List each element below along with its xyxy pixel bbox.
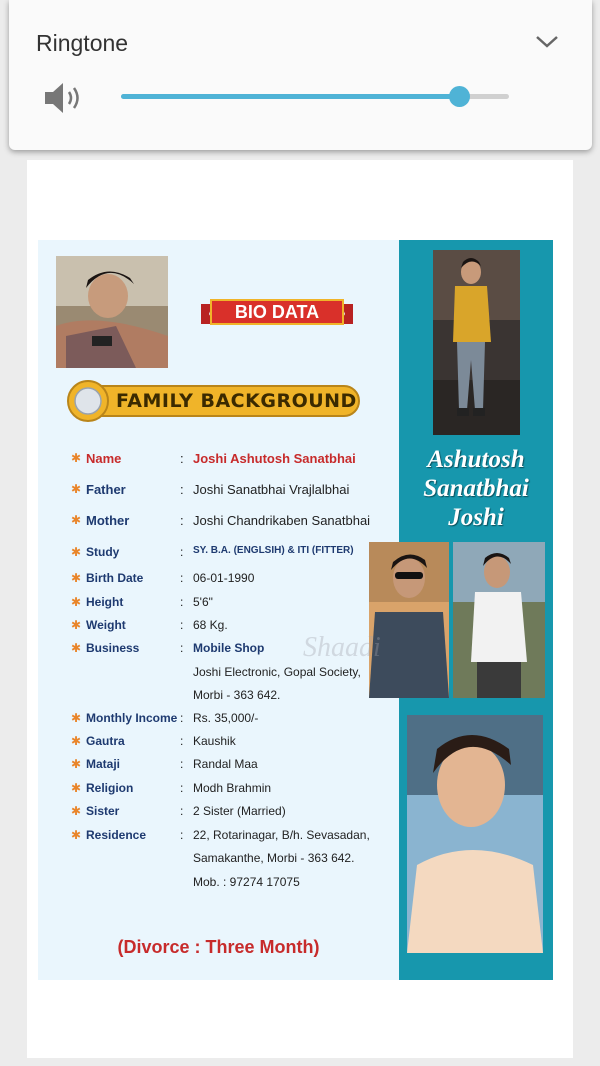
label-sister: Sister bbox=[86, 804, 120, 818]
label-mother: Mother bbox=[86, 513, 130, 528]
star-icon: ✱ bbox=[71, 451, 82, 465]
photo-sunglasses bbox=[369, 542, 449, 698]
colon: : bbox=[180, 545, 184, 559]
colon: : bbox=[180, 513, 184, 528]
value-father: Joshi Sanatbhai Vrajlalbhai bbox=[193, 482, 350, 497]
volume-slider[interactable] bbox=[121, 94, 509, 99]
star-icon: ✱ bbox=[71, 781, 82, 795]
value-sister: 2 Sister (Married) bbox=[193, 804, 286, 818]
value-religion: Modh Brahmin bbox=[193, 781, 272, 795]
value-residence: 22, Rotarinagar, B/h. Sevasadan, bbox=[193, 828, 370, 842]
star-icon: ✱ bbox=[71, 545, 82, 559]
colon: : bbox=[180, 595, 184, 609]
colon: : bbox=[180, 804, 184, 818]
label-height: Height bbox=[86, 595, 124, 609]
label-business: Business bbox=[86, 641, 140, 655]
colon: : bbox=[180, 734, 184, 748]
colon: : bbox=[180, 781, 184, 795]
star-icon: ✱ bbox=[71, 734, 82, 748]
value-business: Mobile Shop bbox=[193, 641, 265, 655]
colon: : bbox=[180, 641, 184, 655]
volume-slider-thumb[interactable] bbox=[449, 86, 470, 107]
label-mataji: Mataji bbox=[86, 757, 121, 771]
star-icon: ✱ bbox=[71, 757, 82, 771]
label-monthly-income: Monthly Income bbox=[86, 711, 178, 725]
ringtone-title: Ringtone bbox=[36, 30, 129, 56]
value-residence-mobile: Mob. : 97274 17075 bbox=[193, 875, 300, 889]
star-icon: ✱ bbox=[71, 711, 82, 725]
value-residence-line2: Samakanthe, Morbi - 363 642. bbox=[193, 851, 355, 865]
star-icon: ✱ bbox=[71, 513, 82, 527]
star-icon: ✱ bbox=[71, 828, 82, 842]
star-icon: ✱ bbox=[71, 618, 82, 632]
name-line-middle: Sanatbhai bbox=[423, 475, 529, 502]
value-monthly-income: Rs. 35,000/- bbox=[193, 711, 259, 725]
biodata-card bbox=[38, 240, 553, 980]
colon: : bbox=[180, 451, 184, 466]
value-mataji: Randal Maa bbox=[193, 757, 258, 771]
watermark: Shaadi bbox=[303, 632, 381, 663]
profile-photo-top bbox=[56, 256, 168, 368]
family-background-title: FAMILY BACKGROUND bbox=[116, 390, 357, 412]
star-icon: ✱ bbox=[71, 571, 82, 585]
label-study: Study bbox=[86, 545, 120, 559]
bio-data-title: BIO DATA bbox=[234, 302, 320, 322]
chevron-down-icon[interactable] bbox=[532, 30, 562, 54]
value-height: 5'6" bbox=[193, 595, 213, 609]
value-weight: 68 Kg. bbox=[193, 618, 228, 632]
name-line-last: Joshi bbox=[448, 504, 504, 531]
photo-white-shirt bbox=[453, 542, 545, 698]
star-icon: ✱ bbox=[71, 641, 82, 655]
volume-panel bbox=[9, 0, 592, 150]
colon: : bbox=[180, 711, 184, 725]
star-icon: ✱ bbox=[71, 804, 82, 818]
name-block bbox=[399, 445, 553, 532]
colon: : bbox=[180, 828, 184, 842]
colon: : bbox=[180, 571, 184, 585]
star-icon: ✱ bbox=[71, 482, 82, 496]
speaker-icon[interactable] bbox=[43, 80, 85, 116]
value-study: SY. B.A. (ENGLSIH) & ITI (FITTER) bbox=[193, 545, 354, 556]
volume-slider-fill bbox=[121, 94, 459, 99]
label-residence: Residence bbox=[86, 828, 147, 842]
colon: : bbox=[180, 618, 184, 632]
value-birth-date: 06-01-1990 bbox=[193, 571, 255, 585]
colon: : bbox=[180, 757, 184, 771]
label-weight: Weight bbox=[86, 618, 126, 632]
star-icon: ✱ bbox=[71, 595, 82, 609]
photo-full-body bbox=[433, 250, 520, 435]
value-name: Joshi Ashutosh Sanatbhai bbox=[193, 451, 356, 466]
colon: : bbox=[180, 482, 184, 497]
label-gautra: Gautra bbox=[86, 734, 125, 748]
label-religion: Religion bbox=[86, 781, 134, 795]
label-birth-date: Birth Date bbox=[86, 571, 144, 585]
value-gautra: Kaushik bbox=[193, 734, 236, 748]
value-business-line3: Morbi - 363 642. bbox=[193, 688, 281, 702]
label-father: Father bbox=[86, 482, 126, 497]
value-mother: Joshi Chandrikaben Sanatbhai bbox=[193, 513, 371, 528]
divorce-note: (Divorce : Three Month) bbox=[117, 937, 320, 957]
photo-selfie bbox=[407, 715, 543, 953]
value-business-line2: Joshi Electronic, Gopal Society, bbox=[193, 665, 361, 679]
label-name: Name bbox=[86, 451, 122, 466]
name-line-first: Ashutosh bbox=[427, 446, 525, 473]
